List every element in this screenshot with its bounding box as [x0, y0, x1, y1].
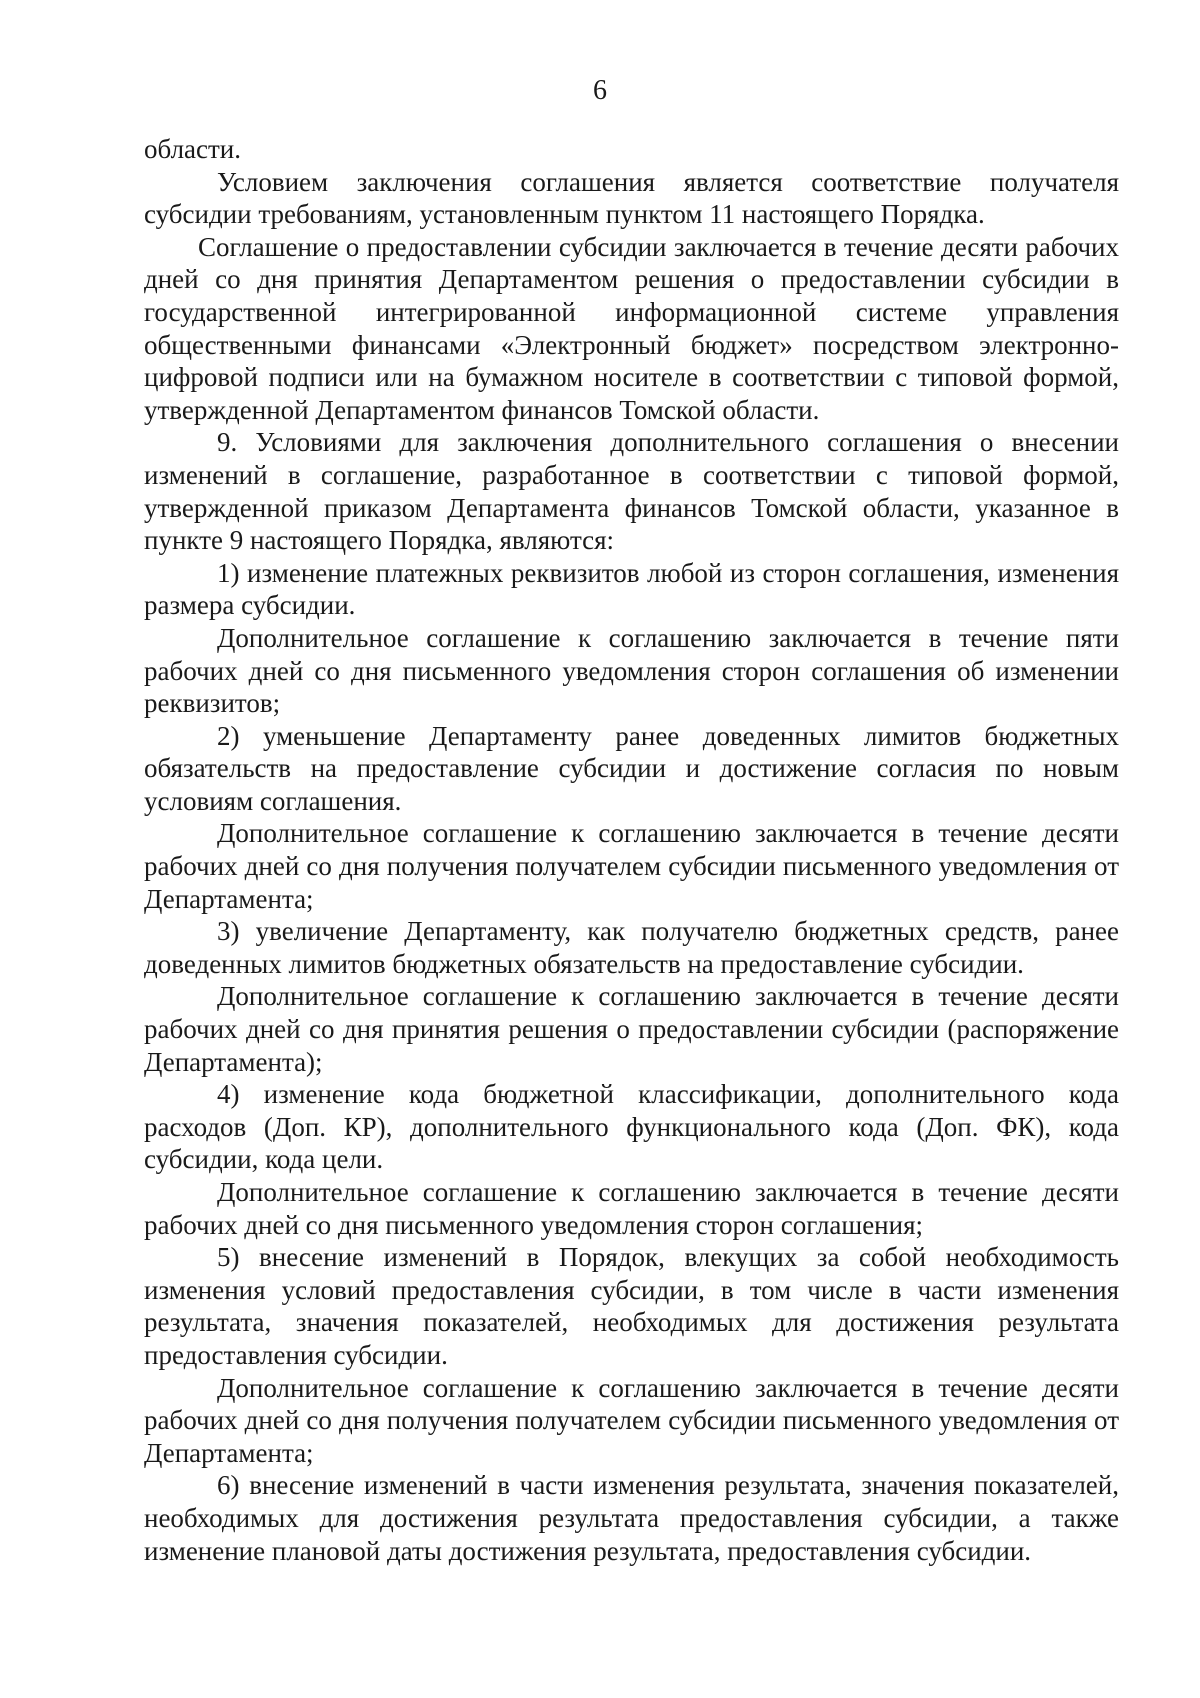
list-item-2: 2) уменьшение Департаменту ранее доведенных лимитов бюджетных обязательств на предоставление субсидии и достижение согласия по новым условиям соглашения.	[144, 720, 1119, 816]
list-item-1: 1) изменение платежных реквизитов любой из сторон соглашения, изменения размера субсидии.	[144, 557, 1119, 621]
paragraph-continuation: области.	[144, 134, 242, 164]
paragraph-supplementary-5: Дополнительное соглашение к соглашению заключается в течение десяти рабочих дней со дня получения получателем субсидии письменного уведомления от Департамента;	[144, 1372, 1119, 1468]
list-item-3: 3) увеличение Департаменту, как получателю бюджетных средств, ранее доведенных лимитов бюджетных обязательств на предоставление субсидии.	[144, 916, 1119, 979]
paragraph-item-9: 9. Условиями для заключения дополнительного соглашения о внесении изменений в соглашение, разработанное в соответствии с типовой формой, утвержденной приказом Департамента финансов Томской области, указанное в пункте 9 настоящего Порядка, являются:	[144, 427, 1119, 556]
paragraph-agreement-terms: Соглашение о предоставлении субсидии заключается в течение десяти рабочих дней со дня принятия Департаментом решения о предоставлении субсидии в государственной интегрированной информационной системе управления общественными финансами «Электронный бюджет» посредством электронно-цифровой подписи или на бумажном носителе в соответствии с типовой формой, утвержденной Департаментом финансов Томской области.	[144, 231, 1119, 425]
paragraph-agreement-condition: Условием заключения соглашения является соответствие получателя субсидии требованиям, установленным пунктом 11 настоящего Порядка.	[144, 166, 1119, 230]
list-item-4: 4) изменение кода бюджетной классификации, дополнительного кода расходов (Доп. КР), дополнительного функционального кода (Доп. ФК), кода субсидии, кода цели.	[144, 1079, 1119, 1175]
page-number: 6	[593, 75, 607, 106]
document-body	[144, 133, 1119, 1567]
list-item-5: 5) внесение изменений в Порядок, влекущих за собой необходимость изменения условий предоставления субсидии, в том числе в части изменения результата, значения показателей, необходимых для достижения результата предоставления субсидии.	[144, 1242, 1119, 1370]
paragraph-supplementary-4: Дополнительное соглашение к соглашению заключается в течение десяти рабочих дней со дня письменного уведомления сторон соглашения;	[144, 1177, 1119, 1240]
paragraph-supplementary-3: Дополнительное соглашение к соглашению заключается в течение десяти рабочих дней со дня принятия решения о предоставлении субсидии (распоряжение Департамента);	[144, 981, 1119, 1077]
paragraph-supplementary-1: Дополнительное соглашение к соглашению заключается в течение пяти рабочих дней со дня письменного уведомления сторон соглашения об изменении реквизитов;	[144, 622, 1119, 719]
paragraph-supplementary-2: Дополнительное соглашение к соглашению заключается в течение десяти рабочих дней со дня получения получателем субсидии письменного уведомления от Департамента;	[144, 818, 1119, 914]
list-item-6: 6) внесение изменений в части изменения результата, значения показателей, необходимых для достижения результата предоставления субсидии, а также изменение плановой даты достижения результата, предоставления субсидии.	[144, 1470, 1119, 1566]
